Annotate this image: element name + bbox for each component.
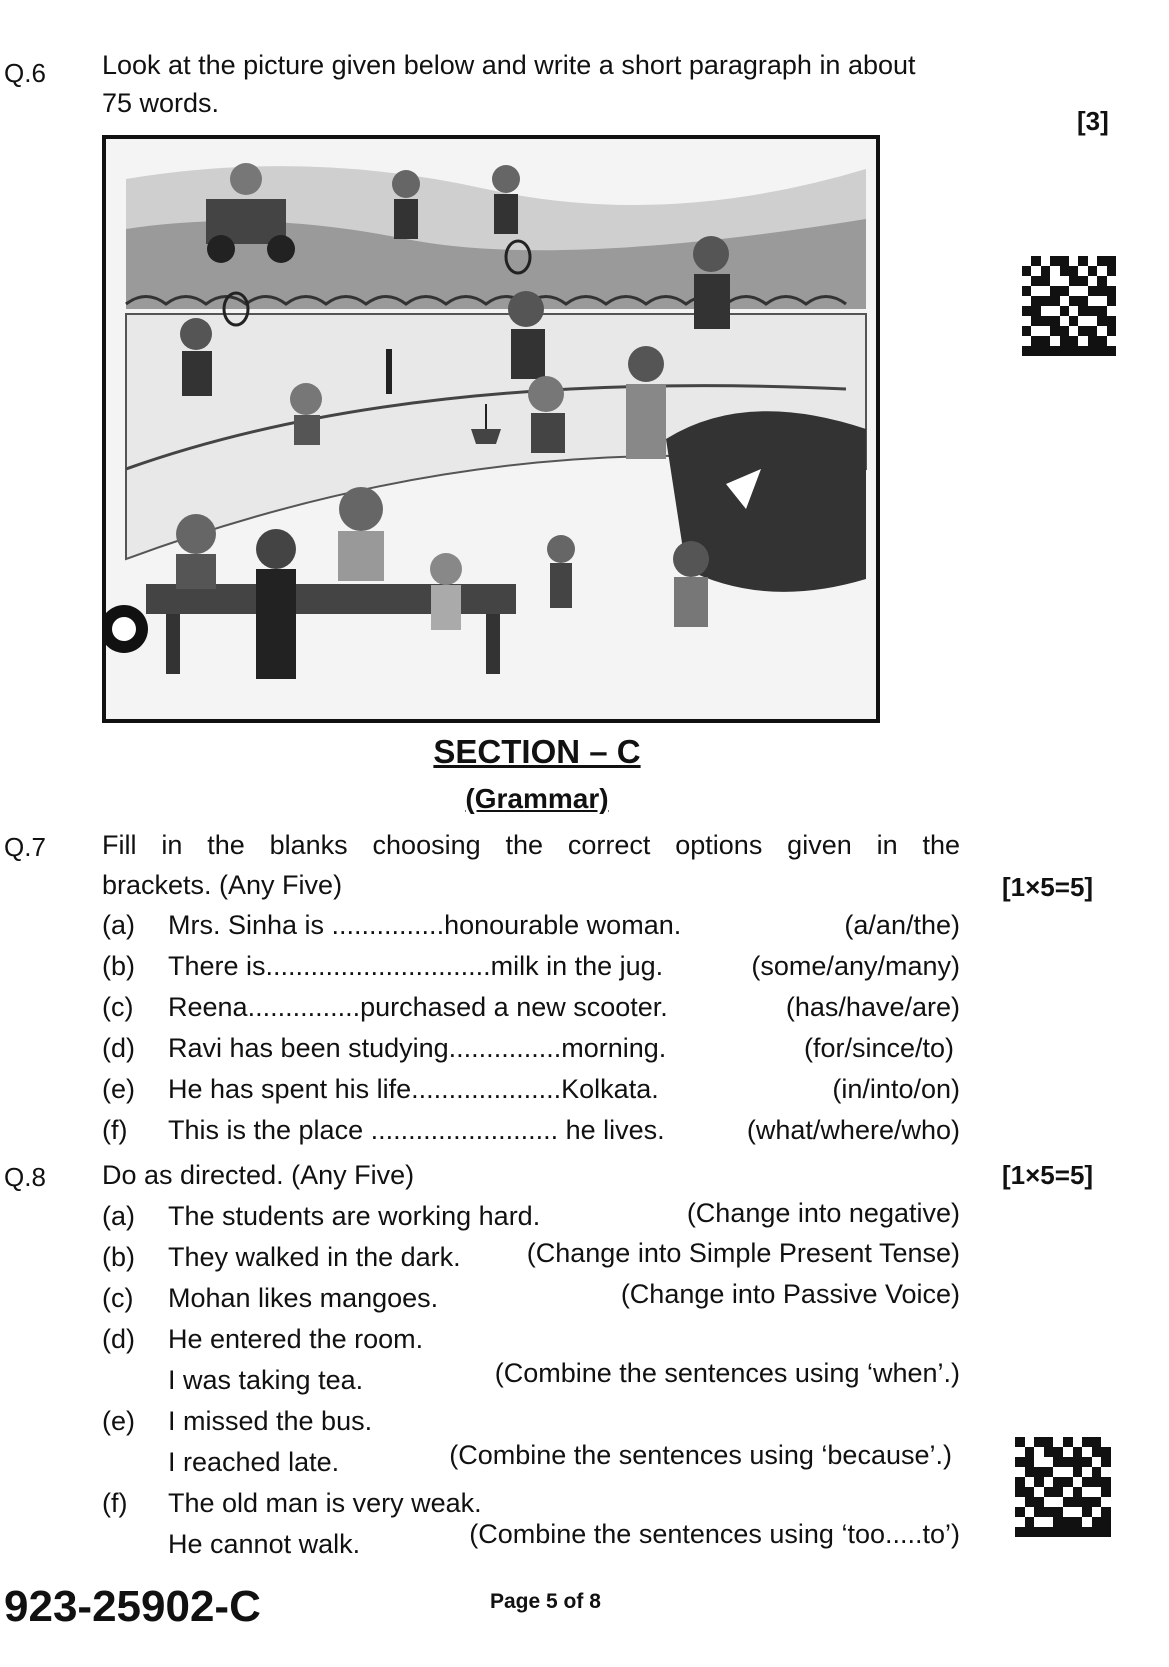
q7-item-b: (b) There is..............................milk in the jug. (some/any/many) (102, 951, 960, 981)
q7-item-e: (e) He has spent his life....................Kolkata. (in/into/on) (102, 1074, 960, 1104)
picnic-scene (106, 139, 876, 719)
q8-item-d-sentence2: I was taking tea. (168, 1365, 364, 1395)
woman (628, 346, 664, 382)
q8-item-b-instruction: (Change into Simple Present Tense) (526, 1238, 960, 1268)
qr-code-top (1022, 256, 1116, 356)
q6-question-line2: 75 words. (102, 88, 220, 118)
q8-item-f-sentence2: He cannot walk. (168, 1529, 361, 1559)
q8-item-e-instruction: (Combine the sentences using ‘because’.) (449, 1440, 952, 1470)
q8-item-a-sentence: The students are working hard. (168, 1201, 541, 1231)
player-center (508, 291, 544, 327)
toy-boat (471, 429, 501, 444)
player-right (693, 236, 729, 272)
q8-item-d-label: (d) (102, 1324, 135, 1354)
q8-item-a-instruction: (Change into negative) (686, 1198, 960, 1228)
q7-question-line1: Fill in the blanks choosing the correct options given in the (102, 830, 960, 860)
q7-item-c: (c) Reena...............purchased a new scooter. (has/have/are) (102, 992, 960, 1022)
q8-number: Q.8 (4, 1162, 46, 1192)
q8-item-f-sentence1: The old man is very weak. (168, 1488, 482, 1518)
q8-item-c-sentence: Mohan likes mangoes. (168, 1283, 439, 1313)
q8-item-f-instruction: (Combine the sentences using ‘too.....to’) (469, 1519, 960, 1549)
picnic-illustration (102, 135, 880, 723)
q8-item-a-label: (a) (102, 1201, 135, 1231)
qr-code-bottom (1015, 1437, 1111, 1537)
q6-marks: [3] (1077, 106, 1109, 136)
q8-item-c-label: (c) (102, 1283, 134, 1313)
mower-person (230, 163, 262, 195)
q7-item-f: (f) This is the place ......................... he lives. (what/where/who) (102, 1115, 960, 1145)
q8-item-f-label: (f) (102, 1488, 128, 1518)
section-title: SECTION – C (433, 733, 641, 770)
paper-code: 923-25902-C (4, 1582, 261, 1631)
q7-marks: [1×5=5] (1002, 872, 1094, 902)
q8-item-b-label: (b) (102, 1242, 135, 1272)
post (386, 349, 392, 394)
q8-marks: [1×5=5] (1002, 1160, 1094, 1190)
q8-item-b-sentence: They walked in the dark. (168, 1242, 461, 1272)
q8-item-d-instruction: (Combine the sentences using ‘when’.) (494, 1358, 960, 1388)
q7-items (102, 908, 960, 1154)
q6-number: Q.6 (4, 58, 46, 88)
q8-question-line1: Do as directed. (Any Five) (102, 1160, 415, 1190)
q7-item-a: (a) Mrs. Sinha is ...............honourable woman. (a/an/the) (102, 910, 960, 940)
player-left (180, 318, 212, 350)
q7-number: Q.7 (4, 832, 46, 862)
q8-item-e-sentence2: I reached late. (168, 1447, 340, 1477)
section-subtitle: (Grammar) (465, 783, 609, 814)
q7-item-d: (d) Ravi has been studying...............morning. (for/since/to) (102, 1033, 954, 1063)
q8-item-e-sentence1: I missed the bus. (168, 1406, 373, 1436)
q8-item-d-sentence1: He entered the room. (168, 1324, 424, 1354)
q8-item-c-instruction: (Change into Passive Voice) (620, 1279, 960, 1309)
q6-question-line1: Look at the picture given below and write a short paragraph in about (102, 50, 916, 80)
q7-question-line2: brackets. (Any Five) (102, 870, 343, 900)
page-number: Page 5 of 8 (490, 1590, 601, 1613)
q8-item-e-label: (e) (102, 1406, 135, 1436)
